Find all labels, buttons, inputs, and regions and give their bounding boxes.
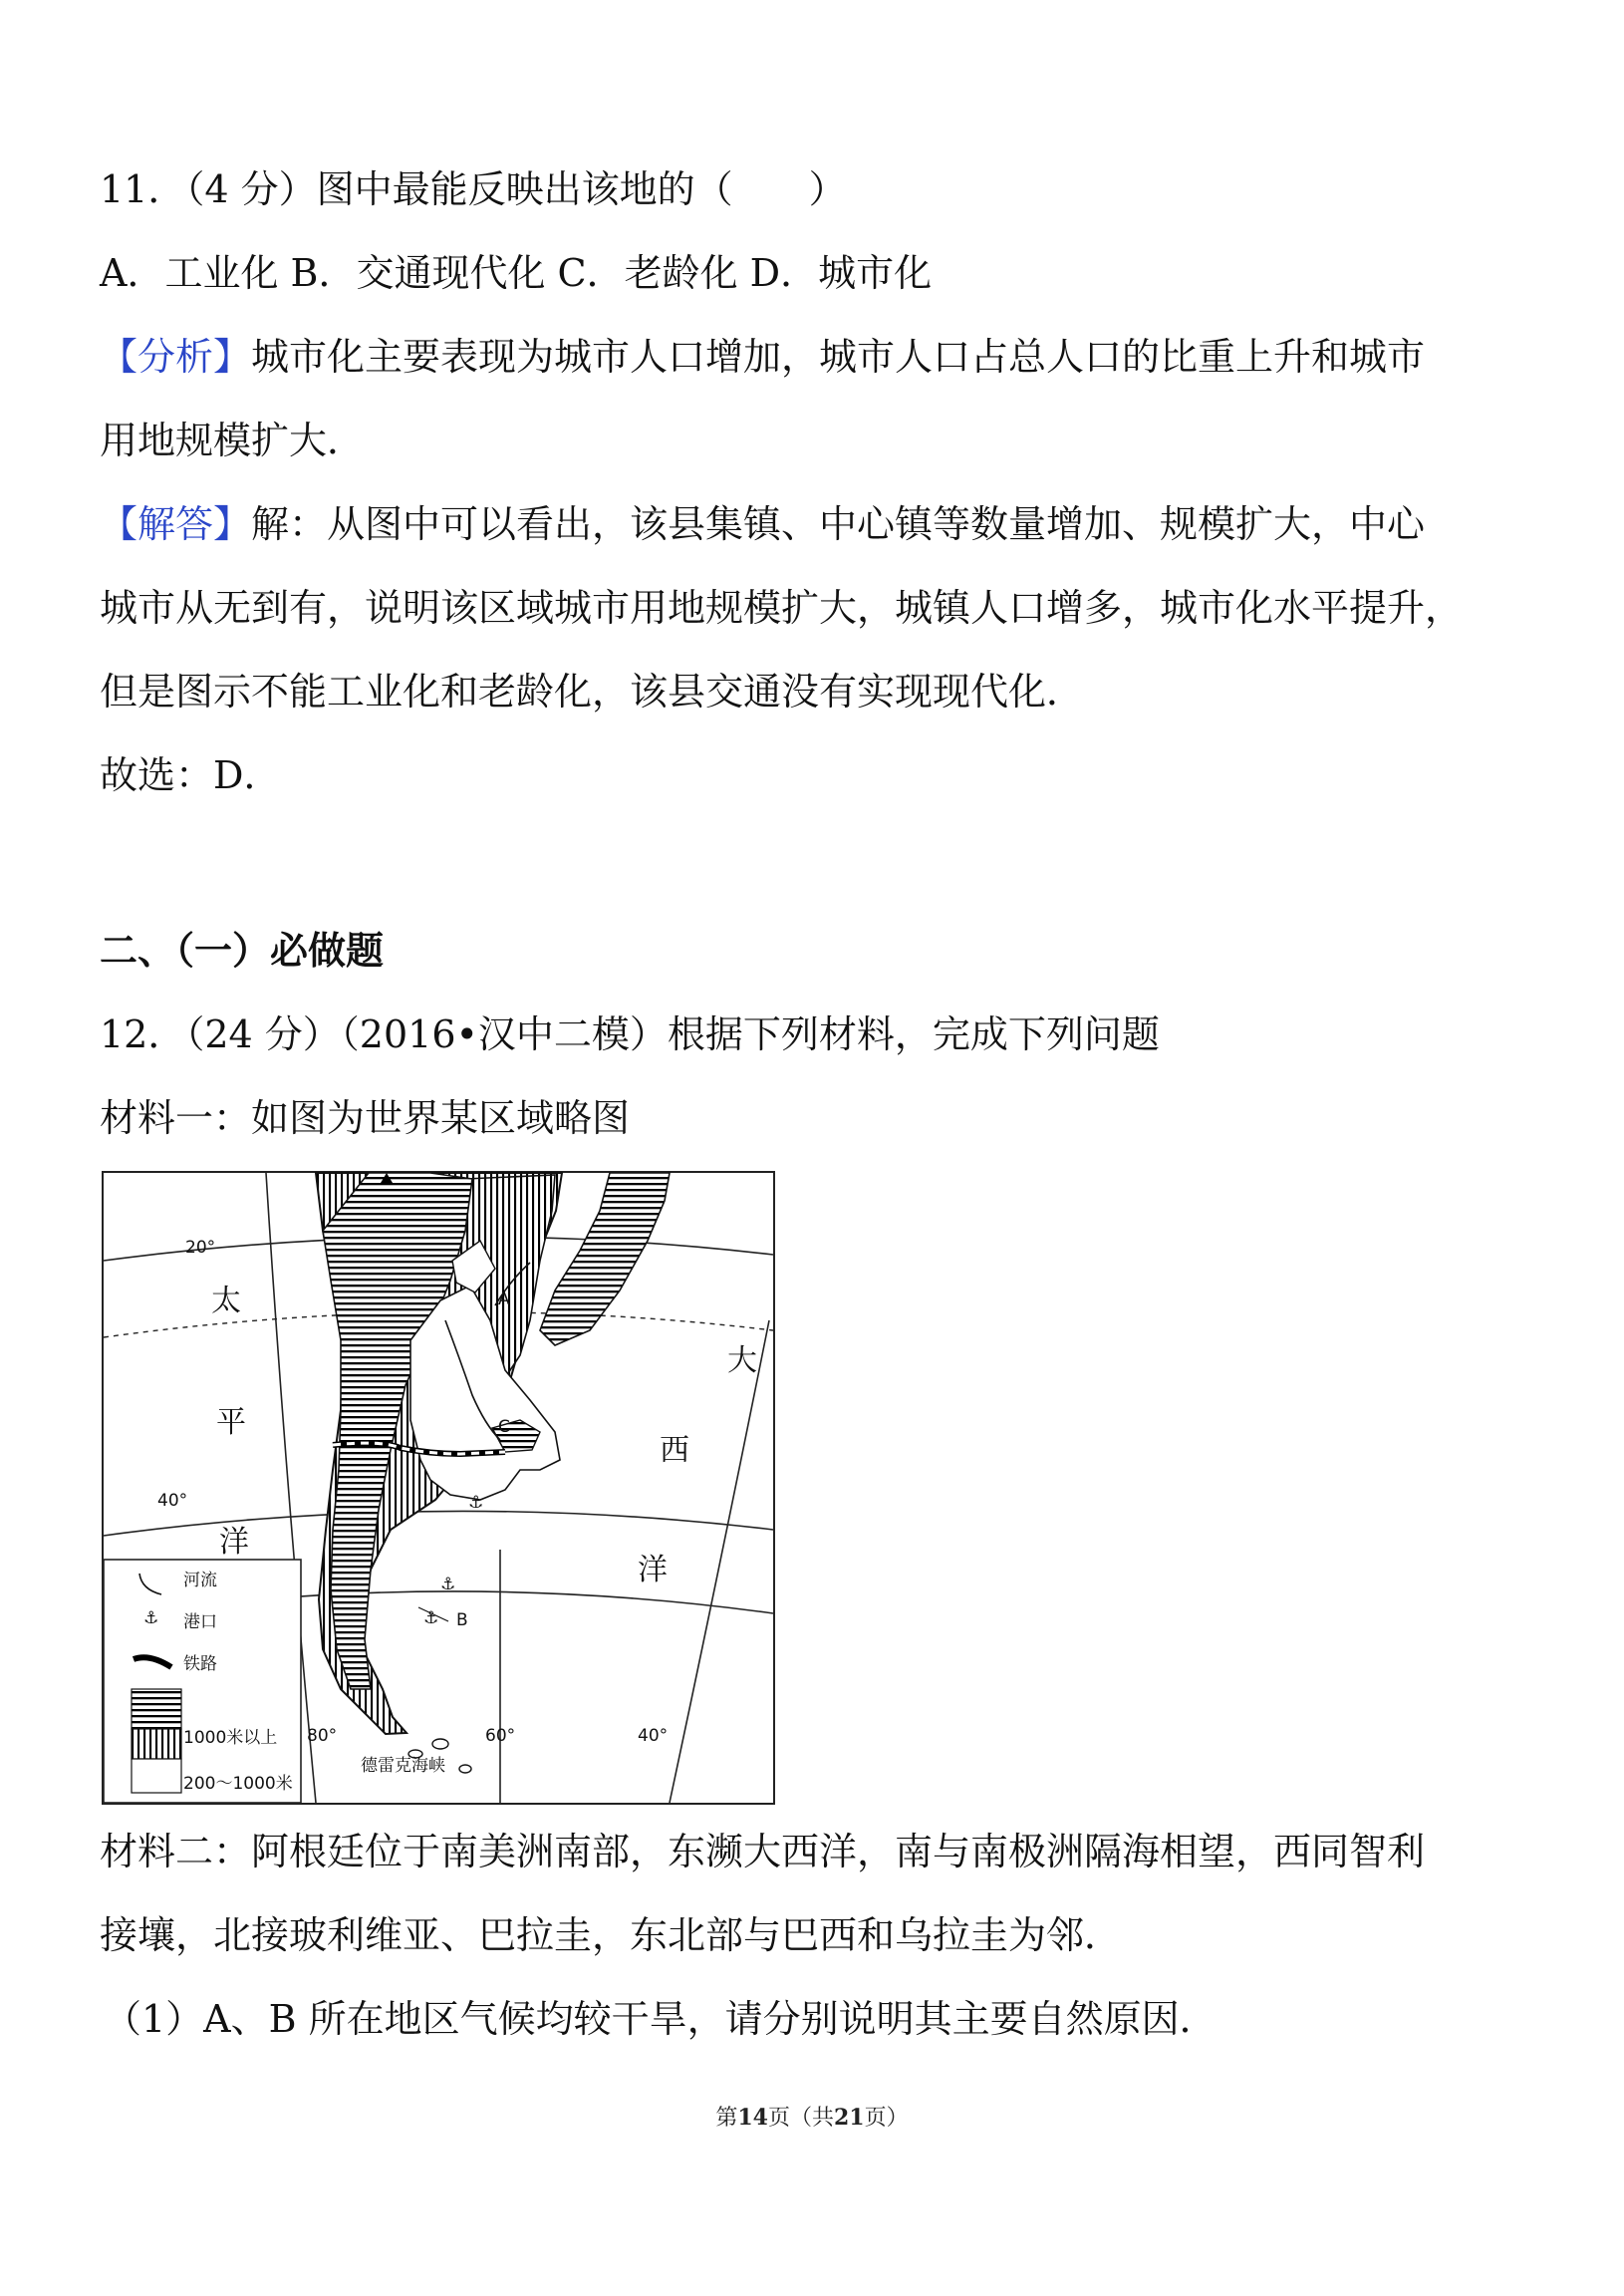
q12-material1: 材料一：如图为世界某区域略图 — [100, 1096, 631, 1140]
page-number: 14 — [737, 2105, 768, 2131]
lat-20-label: 20° — [185, 1238, 216, 1258]
atlantic-label-3: 洋 — [638, 1553, 668, 1587]
atlantic-label-1: 大 — [727, 1343, 757, 1378]
q11-choice: 故选：D． — [100, 753, 282, 797]
legend-railway: 铁路 — [183, 1654, 217, 1674]
q12-material2-line-2: 接壤，北接玻利维亚、巴拉圭，东北部与巴西和乌拉圭为邻． — [100, 1913, 1123, 1957]
footer-post: 页） — [864, 2106, 909, 2131]
pacific-label-3: 洋 — [219, 1525, 249, 1560]
page-footer — [0, 2101, 1624, 2132]
drake-passage-label: 德雷克海峡 — [361, 1756, 445, 1776]
answer-tag: 【解答】 — [100, 502, 252, 546]
analysis-text-1: 城市化主要表现为城市人口增加，城市人口占总人口的比重上升和城市 — [251, 335, 1426, 379]
q12-material2-line-1: 材料二：阿根廷位于南美洲南部，东濒大西洋，南与南极洲隔海相望，西同智利 — [100, 1830, 1426, 1873]
q11-stem: 11．（4 分）图中最能反映出该地的（ ） — [100, 167, 847, 211]
q11-answer-line-2: 城市从无到有，说明该区域城市用地规模扩大，城镇人口增多，城市化水平提升， — [100, 586, 1464, 630]
mid-legend-swatch — [132, 1729, 181, 1759]
q11-analysis-line-1 — [100, 333, 1425, 381]
q12-stem: 12．（24 分）（2016•汉中二模）根据下列材料，完成下列问题 — [100, 1012, 1160, 1056]
low-legend-swatch — [132, 1759, 181, 1793]
legend-mid: 200～1000米 — [183, 1774, 293, 1794]
q11-options: A．工业化 B．交通现代化 C．老龄化 D．城市化 — [100, 251, 933, 295]
analysis-tag: 【分析】 — [100, 335, 252, 379]
section-title: 二、（一）必做题 — [100, 928, 385, 973]
footer-mid: 页（共 — [767, 2106, 834, 2131]
island — [459, 1765, 471, 1773]
q11-answer-line-3: 但是图示不能工业化和老龄化，该县交通没有实现现代化． — [100, 670, 1085, 714]
point-c-label: C — [498, 1417, 510, 1437]
port-legend-icon: ⚓ — [143, 1608, 159, 1628]
legend-river: 河流 — [183, 1571, 217, 1590]
footer-pre: 第 — [715, 2106, 738, 2131]
lat-40-label: 40° — [157, 1491, 188, 1511]
south-america-map — [102, 1171, 775, 1805]
answer-text-1: 解：从图中可以看出，该县集镇、中心镇等数量增加、规模扩大，中心 — [251, 502, 1426, 546]
legend-high: 1000米以上 — [183, 1728, 278, 1748]
atlantic-label-2: 西 — [660, 1433, 689, 1468]
lon-60-label: 60° — [485, 1726, 516, 1746]
q11-analysis-line-2: 用地规模扩大． — [100, 419, 366, 462]
point-a-label: A — [498, 1290, 510, 1309]
lon-40-label: 40° — [638, 1726, 669, 1746]
high-legend-swatch — [132, 1689, 181, 1729]
port-icon: ⚓ — [440, 1575, 456, 1594]
legend-port: 港口 — [183, 1612, 217, 1632]
port-icon: ⚓ — [423, 1608, 439, 1628]
point-b-label: B — [456, 1610, 468, 1630]
pacific-label-2: 平 — [216, 1405, 246, 1440]
q11-answer-line-1 — [100, 500, 1425, 548]
lon-80-label: 80° — [307, 1726, 338, 1746]
pacific-label-1: 太 — [211, 1284, 241, 1318]
port-icon: ⚓ — [468, 1493, 484, 1513]
q12-subquestion-1: （1）A、B 所在地区气候均较干旱，请分别说明其主要自然原因． — [104, 1997, 1218, 2041]
island — [432, 1739, 448, 1749]
page-total: 21 — [834, 2105, 865, 2131]
